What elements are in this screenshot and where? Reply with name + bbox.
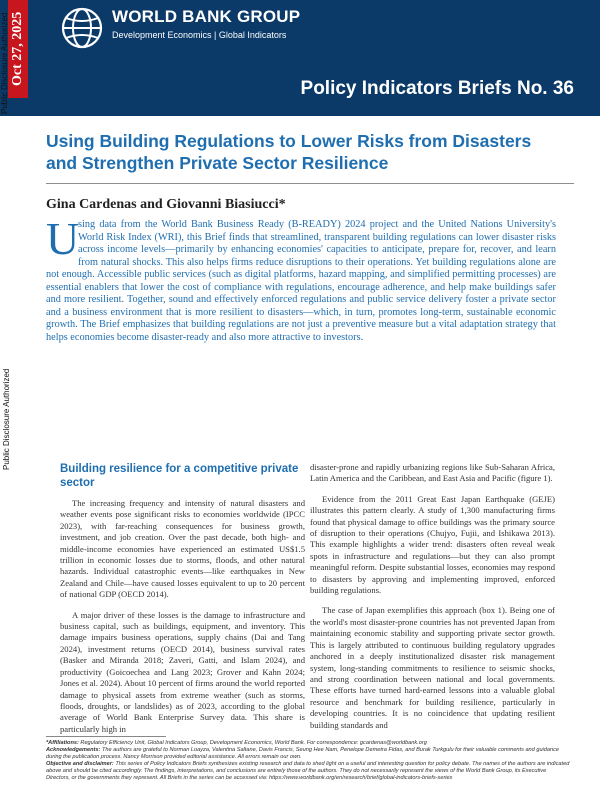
body-paragraph: Evidence from the 2011 Great East Japan Earthquake (GEJE) illustrates this pattern clearly. A study of 1,300 manufacturing firms found that physical damage to office buildings was the primary source of disruption to their operations (Chujyo, Fujii, and Ishikawa 2013). This example highlights a wider trend: disasters often reveal weak spots in infrastructure and regulations—but they can also prompt meaningful reform. Despite substantial losses, economies may respond to disasters by approving and implementing improved, enforced building regulations. (310, 493, 555, 596)
disclosure-label-mid: Public Disclosure Authorized (2, 368, 11, 470)
footnote-acknowledgements: Acknowledgements: The authors are grateful to Norman Loayza, Valentina Saltane, Davis Francis, Seung Hee Nam, Penelope Demetra Fidas, and Burak Turkgulu for their valuable comments and guidance during the publication process. Nancy Morrison provided editorial assistance. All errors remain our own. (46, 747, 560, 760)
body-paragraph: A major driver of these losses is the damage to infrastructure and business capital, such as buildings, equipment, and inventory. This damage impairs business operations, supply chains (Dai and Tang 2024), investment returns (OECD 2014), business survival rates (Basker and Miranda 2018; Zaveri, Gatti, and Islam 2024), and productivity (Goicoechea and Lang 2023; Grover and Kahn 2024; Jones et al. 2024). About 10 percent of firms around the world reported damage to physical assets from extreme weather (such as storms, floods, droughts, or landslides) as of 2023, according to the global average of World Bank Enterprise Survey data. This share is particularly high in (60, 609, 305, 734)
org-subtitle: Development Economics | Global Indicators (112, 30, 287, 40)
section-heading: Building resilience for a competitive private sector (60, 463, 299, 489)
dropcap-spacer (46, 219, 78, 257)
abstract-dropcap: U (46, 213, 80, 264)
footnote-affiliations: *Affiliations: Regulatory Efficiency Unit, Global Indicators Group, Development Economics, World Bank. For correspondence: gcardenas@worldbank.org (46, 740, 427, 746)
footnote-disclaimer: Objective and disclaimer: This series of Policy Indicators Briefs synthesizes existing research and data to shed light on a useful and interesting question for policy debate. The names of the authors are indicated above and should be cited accordingly. The findings, interpretations, and conclusions are entirely those of the authors. They do not necessarily represent the views of the World Bank Group, its Executive Directors, or the governments they represent. All Briefs in the series can be accessed via: https://www.worldbank.org/en/research/brief/global-indicators-briefs-series (46, 761, 570, 781)
publication-date: Oct 27, 2025 (10, 11, 25, 87)
body-column-right (310, 462, 555, 740)
body-paragraph: disaster-prone and rapidly urbanizing regions like Sub-Saharan Africa, Latin America and the Caribbean, and East Asia and Pacific (figure 1). (310, 462, 555, 484)
body-paragraph: The increasing frequency and intensity of natural disasters and weather events pose significant risks to economies worldwide (IPCC 2023), with far-reaching consequences for business growth, investment, and job creation. Over the past decade, both high- and middle-income economies have experienced an estimated US$1.5 trillion in economic losses due to storms, floods, and other natural hazards. Individual catastrophic events—like earthquakes in New Zealand and Chile—have caused losses equivalent to up to 20 percent of national GDP (OECD 2014). (60, 498, 305, 600)
authors: Gina Cardenas and Giovanni Biasiucci* (46, 197, 286, 212)
footnote-divider (46, 736, 166, 737)
world-bank-globe-icon (60, 6, 104, 50)
series-title: Policy Indicators Briefs No. 36 (300, 78, 574, 99)
abstract (46, 219, 556, 344)
abstract-text: sing data from the World Bank Business Ready (B-READY) 2024 project and the United Nations University's World Risk Index (WRI), this Brief finds that streamlined, transparent building regulations can lower disaster risks across income levels—primarily by enhancing economies' capacities to anticipate, prepare for, recover, and learn from natural shocks. This also helps firms reduce disruptions to their operations. Yet building regulations alone are not enough. Accessible public services (such as digital platforms, hazard mapping, and simplified permitting processes) are essential enablers that lower the cost of compliance with regulations, encourage adherence, and help make buildings safer and more resilient. Together, sound and effectively enforced regulations and public service delivery foster a private sector and a business environment that is more resilient to disasters—which, in turn, promotes long-term, sustainable economic growth. The Brief emphasizes that building regulations are not just a preventive measure but a vital adaptation strategy that helps economies become disaster-ready and also more attractive to investors. (46, 219, 556, 343)
body-paragraph: The case of Japan exemplifies this approach (box 1). Being one of the world's most disaster-prone countries has not prevented Japan from maintaining economic stability and supporting private sector growth. This is largely attributed to continuous building regulatory upgrades anchored in a deeply institutionalized disaster risk management system, long-standing commitments to resilience to seismic shocks, and strong coordination between national and local governments. These efforts have turned hard-earned lessons into a valuable global resource and benchmark for building resilience, particularly in developing countries. It is no coincidence that updating resilient building standards and (310, 605, 555, 730)
title-divider (46, 183, 574, 184)
header-band (0, 0, 600, 116)
footnotes (46, 740, 570, 782)
body-column-left (60, 462, 305, 744)
org-name: WORLD BANK GROUP (112, 7, 301, 26)
page-title: Using Building Regulations to Lower Risks from Disasters and Strengthen Private Sector Resilience (46, 131, 532, 173)
disclosure-label-top: Public Disclosure Authorized (0, 12, 9, 114)
